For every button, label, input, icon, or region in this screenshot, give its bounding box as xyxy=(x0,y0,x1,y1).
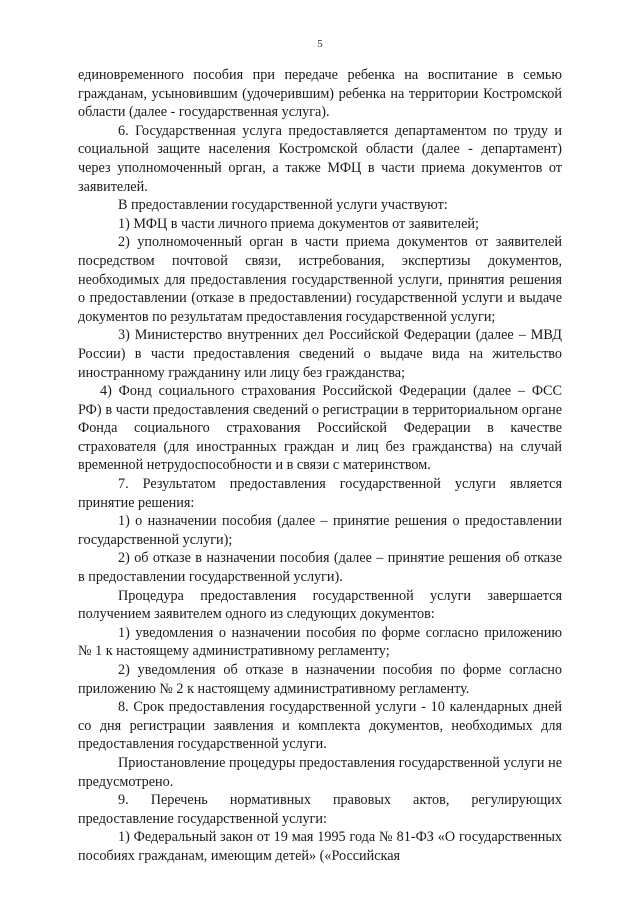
list-item: 1) о назначении пособия (далее – принятие решения о предоставлении государственной услуги); xyxy=(78,513,562,548)
paragraph: 8. Срок предоставления государственной услуги - 10 календарных дней со дня регистрации заявления и комплекта документов, необходимых для предоставления государственной услуги. xyxy=(78,699,562,753)
list-item: 4) Фонд социального страхования Российской Федерации (далее – ФСС РФ) в части предоставления сведений о регистрации в территориальном органе Фонда социального страхования Российской Федерации в качестве страхователя (для иностранных граждан и лиц без гражданства) на случай временной нетрудоспособности и в связи с материнством. xyxy=(78,383,562,474)
list-item: 1) уведомления о назначении пособия по форме согласно приложению № 1 к настоящему административному регламенту; xyxy=(78,624,562,660)
document-body xyxy=(78,66,562,866)
paragraph: единовременного пособия при передаче ребенка на воспитание в семью гражданам, усыновившим (удочерившим) ребенка на территории Костромской области (далее - государственная услуга). xyxy=(78,67,562,121)
paragraph: Процедура предоставления государственной услуги завершается получением заявителем одного из следующих документов: xyxy=(78,587,562,623)
paragraph: 6. Государственная услуга предоставляется департаментом по труду и социальной защите населения Костромской области (далее - департамент) через уполномоченный орган, а также МФЦ в части приема документов от заявителей. xyxy=(78,122,562,195)
paragraph: В предоставлении государственной услуги участвуют: xyxy=(118,197,448,214)
list-item: 1) Федеральный закон от 19 мая 1995 года № 81-ФЗ «О государственных пособиях гражданам, имеющим детей» («Российская xyxy=(78,829,562,864)
list-item: 2) уполномоченный орган в части приема документов от заявителей посредством почтовой связи, истребования, экспертизы документов, необходимых для предоставления государственной услуги, принятия решения о предоставлении (отказе в предоставлении) государственной услуги и выдаче документов по результатам предоставления государственной услуги; xyxy=(78,234,562,325)
list-item: 1) МФЦ в части личного приема документов от заявителей; xyxy=(118,215,479,232)
paragraph: 7. Результатом предоставления государственной услуги является принятие решения: xyxy=(78,476,562,511)
paragraph: Приостановление процедуры предоставления государственной услуги не предусмотрено. xyxy=(78,754,562,790)
paragraph: 9. Перечень нормативных правовых актов, регулирующих предоставление государственной услуги: xyxy=(78,792,562,827)
list-item: 3) Министерство внутренних дел Российской Федерации (далее – МВД России) в части предоставления сведений о выдаче вида на жительство иностранному гражданину или лицу без гражданства; xyxy=(78,327,562,381)
page-number: 5 xyxy=(317,38,323,50)
list-item: 2) уведомления об отказе в назначении пособия по форме согласно приложению № 2 к настоящему административному регламенту. xyxy=(78,662,562,697)
list-item: 2) об отказе в назначении пособия (далее – принятие решения об отказе в предоставлении государственной услуги). xyxy=(78,550,562,586)
